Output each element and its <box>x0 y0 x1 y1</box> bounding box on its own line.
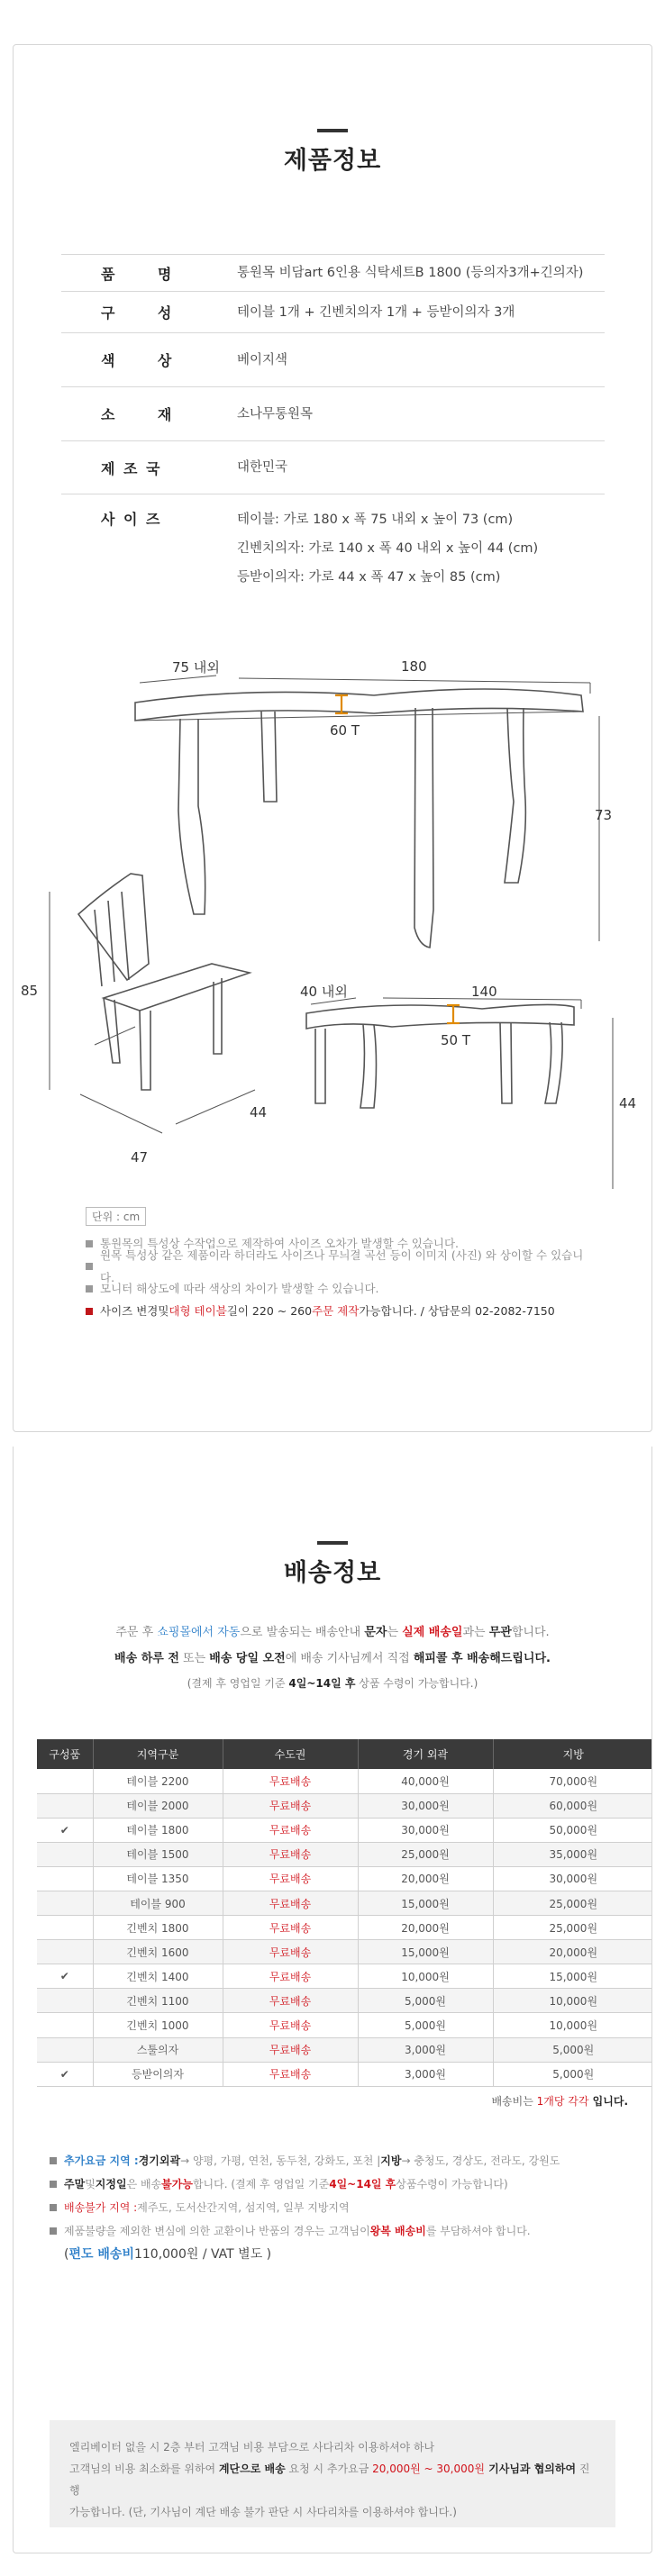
cell-metro: 무료배송 <box>223 1769 358 1793</box>
bench-width-label: 140 <box>471 984 497 1000</box>
cell-outer: 30,000원 <box>358 1793 493 1818</box>
table-row <box>37 1866 652 1891</box>
cell-item: 테이블 1800 <box>93 1818 223 1842</box>
cell-outer: 10,000원 <box>358 1964 493 1989</box>
cell-outer: 40,000원 <box>358 1769 493 1793</box>
bullet-icon <box>86 1285 93 1293</box>
check-icon <box>37 1940 93 1964</box>
check-icon: ✔ <box>37 2062 93 2086</box>
check-icon: ✔ <box>37 1964 93 1989</box>
table-row <box>37 1769 652 1793</box>
note-one-way-fee: ( 편도 배송비 110,000원 / VAT 별도 ) <box>64 2247 272 2262</box>
cell-metro: 무료배송 <box>223 1989 358 2013</box>
table-row <box>37 1916 652 1940</box>
spec-value: 등받이의자: 가로 44 x 폭 47 x 높이 85 (cm) <box>237 570 501 585</box>
bench-depth-label: 40 내외 <box>300 984 348 1000</box>
bullet-icon <box>50 2204 57 2211</box>
cell-metro: 무료배송 <box>223 1866 358 1891</box>
cell-metro: 무료배송 <box>223 1793 358 1818</box>
table-row <box>37 1940 652 1964</box>
spec-label: 소 재 <box>101 406 174 423</box>
product-notes <box>86 1232 590 1322</box>
cell-item: 테이블 1350 <box>93 1866 223 1891</box>
shipping-notes <box>50 2149 628 2266</box>
title-bar <box>317 1541 348 1545</box>
check-icon <box>37 1866 93 1891</box>
cell-local: 10,000원 <box>493 2013 652 2037</box>
cell-local: 50,000원 <box>493 1818 652 1842</box>
bullet-icon <box>86 1308 93 1315</box>
cell-item: 긴벤치 1800 <box>93 1916 223 1940</box>
cell-local: 5,000원 <box>493 2037 652 2062</box>
table-row <box>37 1891 652 1915</box>
note-item: 모니터 해상도에 따라 색상의 차이가 발생할 수 있습니다. <box>86 1277 590 1300</box>
spec-table <box>61 254 605 606</box>
stairs-delivery-box <box>50 2420 615 2527</box>
spec-row-composition <box>61 292 605 333</box>
cell-metro: 무료배송 <box>223 2013 358 2037</box>
col-header: 경기 외곽 <box>358 1739 493 1769</box>
cell-local: 35,000원 <box>493 1842 652 1866</box>
bullet-icon <box>86 1263 93 1270</box>
table-row <box>37 1793 652 1818</box>
cell-outer: 5,000원 <box>358 2013 493 2037</box>
table-width-label: 180 <box>401 658 427 675</box>
cell-outer: 30,000원 <box>358 1818 493 1842</box>
table-row <box>37 1842 652 1866</box>
note-weekend: 주말 및 지정일 은 배송 불가능 합니다. (결제 후 영업일 기준 4일~14일 후 상품수령이 가능합니다) <box>50 2172 628 2196</box>
cell-metro: 무료배송 <box>223 1891 358 1915</box>
spec-row-material <box>61 387 605 441</box>
spec-row-color <box>61 333 605 387</box>
cell-metro: 무료배송 <box>223 1842 358 1866</box>
cell-item: 긴벤치 1400 <box>93 1964 223 1989</box>
shipping-intro-3: (결제 후 영업일 기준 4일~14일 후 상품 수령이 가능합니다.) <box>187 1677 478 1690</box>
bullet-icon <box>50 2227 57 2235</box>
spec-row-name <box>61 254 605 292</box>
cell-item: 스툴의자 <box>93 2037 223 2062</box>
bench-thickness-label: 50 T <box>441 1032 471 1048</box>
note-item: 원목 특성상 같은 제품이라 하더라도 사이즈나 무늬결 곡선 등이 이미지 (사진) 와 상이할 수 있습니다. <box>86 1255 590 1277</box>
spec-label: 사 이 즈 <box>101 511 162 528</box>
cell-metro: 무료배송 <box>223 1818 358 1842</box>
table-row <box>37 1989 652 2013</box>
note-item: 통원목의 특성상 수작업으로 제작하여 사이즈 오차가 발생할 수 있습니다. <box>86 1232 590 1255</box>
spec-value: 긴벤치의자: 가로 140 x 폭 40 내외 x 높이 44 (cm) <box>237 541 539 556</box>
cell-metro: 무료배송 <box>223 2062 358 2086</box>
cell-item: 긴벤치 1000 <box>93 2013 223 2037</box>
spec-value: 베이지색 <box>237 352 288 367</box>
spec-value: 통원목 비담art 6인용 식탁세트B 1800 (등의자3개+긴의자) <box>237 266 584 280</box>
check-icon: ✔ <box>37 1818 93 1842</box>
cell-metro: 무료배송 <box>223 1940 358 1964</box>
cell-item: 테이블 2200 <box>93 1769 223 1793</box>
box-line: 엘리베이터 없을 시 2층 부터 고객님 비용 부담으로 사다리차 이용하셔야 하나 <box>69 2441 435 2454</box>
check-icon <box>37 1989 93 2013</box>
dimension-diagram <box>14 585 651 1216</box>
box-line: 고객님의 비용 최소화를 위하여 계단으로 배송 요청 시 추가요금 20,000원 ~ 30,000원 기사님과 협의하여 진행 <box>69 2463 590 2497</box>
cell-item: 테이블 2000 <box>93 1793 223 1818</box>
cell-outer: 3,000원 <box>358 2062 493 2086</box>
cell-item: 테이블 1500 <box>93 1842 223 1866</box>
bench-height-label: 44 <box>619 1095 637 1111</box>
col-header: 수도권 <box>223 1739 358 1769</box>
table-header-row <box>37 1739 652 1769</box>
shipping-info-section <box>13 1447 652 2553</box>
cell-local: 15,000원 <box>493 1964 652 1989</box>
cell-local: 25,000원 <box>493 1916 652 1940</box>
cell-item: 긴벤치 1600 <box>93 1940 223 1964</box>
col-header: 구성품 <box>37 1739 93 1769</box>
cell-outer: 20,000원 <box>358 1916 493 1940</box>
table-height-label: 73 <box>595 807 613 823</box>
chair-width-label: 47 <box>131 1149 149 1166</box>
spec-label: 색 상 <box>101 352 174 369</box>
check-icon <box>37 2013 93 2037</box>
cell-metro: 무료배송 <box>223 1916 358 1940</box>
cell-local: 60,000원 <box>493 1793 652 1818</box>
chair-height-label: 85 <box>21 983 39 999</box>
spec-value: 대한민국 <box>237 460 288 475</box>
check-icon <box>37 1916 93 1940</box>
cell-item: 테이블 900 <box>93 1891 223 1915</box>
cell-outer: 15,000원 <box>358 1940 493 1964</box>
spec-label: 구 성 <box>101 304 174 322</box>
table-row <box>37 2062 652 2086</box>
cell-local: 5,000원 <box>493 2062 652 2086</box>
table-row <box>37 2037 652 2062</box>
cell-local: 20,000원 <box>493 1940 652 1964</box>
note-no-delivery: 배송불가 지역 : 제주도, 도서산간지역, 섬지역, 일부 지방지역 <box>50 2196 628 2219</box>
shipping-info-title: 배송정보 <box>283 1559 382 1587</box>
title-bar <box>317 129 348 132</box>
note-custom-order: 사이즈 변경 및 대형 테이블 길이 220 ~ 260 주문 제작 가능합니다. / 상담문의 02-2082-7150 <box>86 1300 590 1322</box>
cell-metro: 무료배송 <box>223 1964 358 1989</box>
cell-local: 10,000원 <box>493 1989 652 2013</box>
check-icon <box>37 1769 93 1793</box>
cell-outer: 3,000원 <box>358 2037 493 2062</box>
cell-item: 긴벤치 1100 <box>93 1989 223 2013</box>
product-info-section <box>13 44 652 1432</box>
chair-depth-label: 44 <box>250 1104 268 1120</box>
shipping-intro-2: 배송 하루 전 또는 배송 당일 오전에 배송 기사님께서 직접 해피콜 후 배송해드립니다. <box>114 1652 551 1665</box>
table-depth-label: 75 내외 <box>172 659 220 676</box>
shipping-fee-table <box>37 1739 652 2087</box>
note-extra-fee-region: 추가요금 지역 : 경기외곽 → 양평, 가평, 연천, 동두천, 강화도, 포천 | 지방 → 충청도, 경상도, 전라도, 강원도 <box>50 2149 628 2172</box>
check-icon <box>37 1891 93 1915</box>
product-info-title: 제품정보 <box>283 147 382 175</box>
table-row <box>37 2013 652 2037</box>
cell-item: 등받이의자 <box>93 2062 223 2086</box>
bullet-icon <box>50 2157 57 2164</box>
col-header: 지역구분 <box>93 1739 223 1769</box>
table-row <box>37 1964 652 1989</box>
cell-outer: 15,000원 <box>358 1891 493 1915</box>
cell-outer: 20,000원 <box>358 1866 493 1891</box>
check-icon <box>37 1793 93 1818</box>
bullet-icon <box>50 2181 57 2188</box>
box-line: 가능합니다. (단, 기사님이 계단 배송 불가 판단 시 사다리차를 이용하셔야 합니다.) <box>69 2506 457 2518</box>
table-thickness-label: 60 T <box>330 722 360 739</box>
cell-metro: 무료배송 <box>223 2037 358 2062</box>
table-row <box>37 1818 652 1842</box>
spec-label: 품 명 <box>101 265 174 283</box>
check-icon <box>37 1842 93 1866</box>
fee-note: 배송비는 1개당 각각 입니다. <box>491 2095 628 2108</box>
col-header: 지방 <box>493 1739 652 1769</box>
check-icon <box>37 2037 93 2062</box>
unit-label: 단위 : cm <box>86 1207 146 1226</box>
spec-value: 소나무통원목 <box>237 406 314 422</box>
note-return: 제품불량을 제외한 변심에 의한 교환이나 반품의 경우는 고객님이 왕복 배송비 를 부담하셔야 합니다. <box>50 2219 628 2243</box>
cell-local: 30,000원 <box>493 1866 652 1891</box>
cell-local: 25,000원 <box>493 1891 652 1915</box>
bullet-icon <box>86 1240 93 1247</box>
cell-local: 70,000원 <box>493 1769 652 1793</box>
spec-value: 테이블 1개 + 긴벤치의자 1개 + 등받이의자 3개 <box>237 304 515 320</box>
spec-row-origin <box>61 441 605 494</box>
cell-outer: 5,000원 <box>358 1989 493 2013</box>
shipping-intro-1: 주문 후 쇼핑몰에서 자동으로 발송되는 배송안내 문자는 실제 배송일과는 무관합니다. <box>115 1626 550 1639</box>
spec-label: 제 조 국 <box>101 459 162 477</box>
spec-value: 테이블: 가로 180 x 폭 75 내외 x 높이 73 (cm) <box>237 512 514 527</box>
cell-outer: 25,000원 <box>358 1842 493 1866</box>
